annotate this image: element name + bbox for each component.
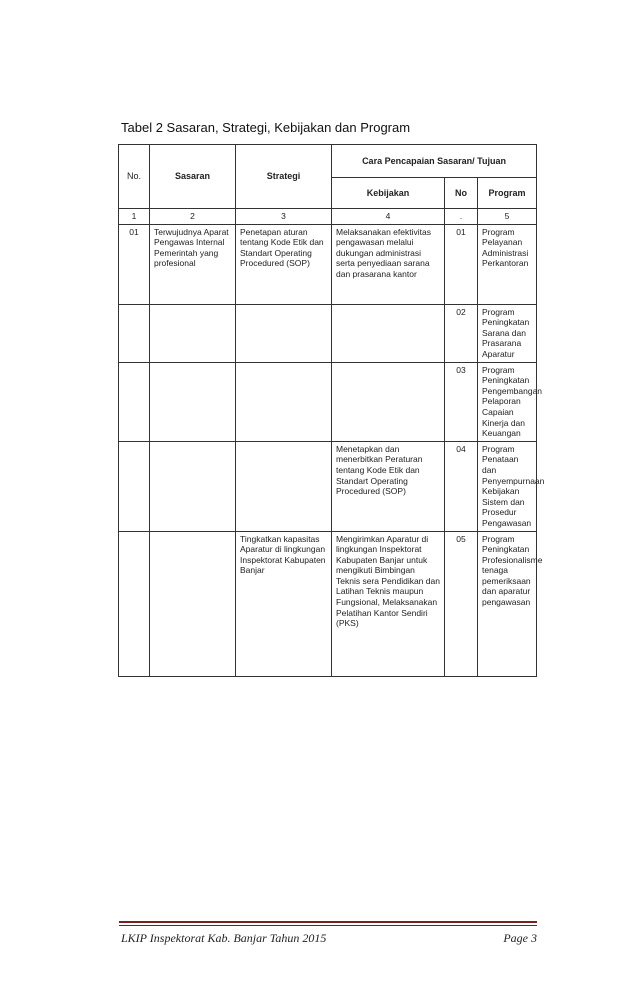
- row-kebijakan: Mengirimkan Aparatur di lingkungan Inspektorat Kabupaten Banjar untuk mengikuti Bimbingan Teknis sera Pendidikan dan Latihan Teknis maupun Fungsional, Melaksanakan Pelatihan Kantor Sendiri (PKS): [332, 531, 445, 676]
- colnum: 1: [119, 209, 150, 225]
- row-no: [119, 531, 150, 676]
- header-no: No.: [119, 145, 150, 209]
- row-sasaran: [150, 441, 236, 531]
- table-caption: Tabel 2 Sasaran, Strategi, Kebijakan dan Program: [121, 120, 411, 135]
- strategy-table: [118, 144, 545, 677]
- row-sasaran: Terwujudnya Aparat Pengawas Internal Pemerintah yang profesional: [150, 224, 236, 304]
- row-kebijakan: [332, 304, 445, 362]
- row-program: Program Pelayanan Administrasi Perkantoran: [478, 224, 537, 304]
- row-sasaran: [150, 362, 236, 441]
- row-sasaran: [150, 531, 236, 676]
- row-program-no: 04: [445, 441, 478, 531]
- row-no: 01: [119, 224, 150, 304]
- row-no: [119, 304, 150, 362]
- colnum: 5: [478, 209, 537, 225]
- row-no: [119, 441, 150, 531]
- row-program: Program Peningkatan Profesionalisme tenaga pemeriksaan dan aparatur pengawasan: [478, 531, 537, 676]
- row-no: [119, 362, 150, 441]
- row-strategi: Penetapan aturan tentang Kode Etik dan Standart Operating Procedured (SOP): [236, 224, 332, 304]
- colnum: 3: [236, 209, 332, 225]
- header-cara-pencapaian: Cara Pencapaian Sasaran/ Tujuan: [332, 145, 537, 178]
- row-strategi: [236, 304, 332, 362]
- table-row: [119, 362, 537, 441]
- header-program: Program: [478, 178, 537, 209]
- row-strategi: Tingkatkan kapasitas Aparatur di lingkungan Inspektorat Kabupaten Banjar: [236, 531, 332, 676]
- row-kebijakan: [332, 362, 445, 441]
- header-no2: No: [445, 178, 478, 209]
- footer-document-title: LKIP Inspektorat Kab. Banjar Tahun 2015: [121, 931, 327, 945]
- row-program-no: 01: [445, 224, 478, 304]
- header-row-top: [119, 145, 537, 178]
- header-sasaran: Sasaran: [150, 145, 236, 209]
- row-program-no: 03: [445, 362, 478, 441]
- page-number: Page 3: [503, 931, 537, 945]
- header-strategi: Strategi: [236, 145, 332, 209]
- header-kebijakan: Kebijakan: [332, 178, 445, 209]
- row-strategi: [236, 441, 332, 531]
- row-program: Program Penataan dan Penyempurnaan Kebijakan Sistem dan Prosedur Pengawasan: [478, 441, 537, 531]
- row-program: Program Peningkatan Pengembangan Pelaporan Capaian Kinerja dan Keuangan: [478, 362, 537, 441]
- footer-rule-thick: [119, 921, 537, 923]
- row-sasaran: [150, 304, 236, 362]
- footer-rule-thin: [119, 925, 537, 926]
- row-kebijakan: Melaksanakan efektivitas pengawasan melalui dukungan administrasi serta penyediaan sarana dan prasarana kantor: [332, 224, 445, 304]
- colnum: 2: [150, 209, 236, 225]
- table-row: [119, 304, 537, 362]
- column-number-row: [119, 209, 537, 225]
- colnum: 4: [332, 209, 445, 225]
- table-row: [119, 441, 537, 531]
- colnum: .: [445, 209, 478, 225]
- row-program-no: 05: [445, 531, 478, 676]
- table-row: [119, 224, 537, 304]
- row-kebijakan: Menetapkan dan menerbitkan Peraturan tentang Kode Etik dan Standart Operating Procedured (SOP): [332, 441, 445, 531]
- row-program: Program Peningkatan Sarana dan Prasarana Aparatur: [478, 304, 537, 362]
- row-program-no: 02: [445, 304, 478, 362]
- table-row: [119, 531, 537, 676]
- row-strategi: [236, 362, 332, 441]
